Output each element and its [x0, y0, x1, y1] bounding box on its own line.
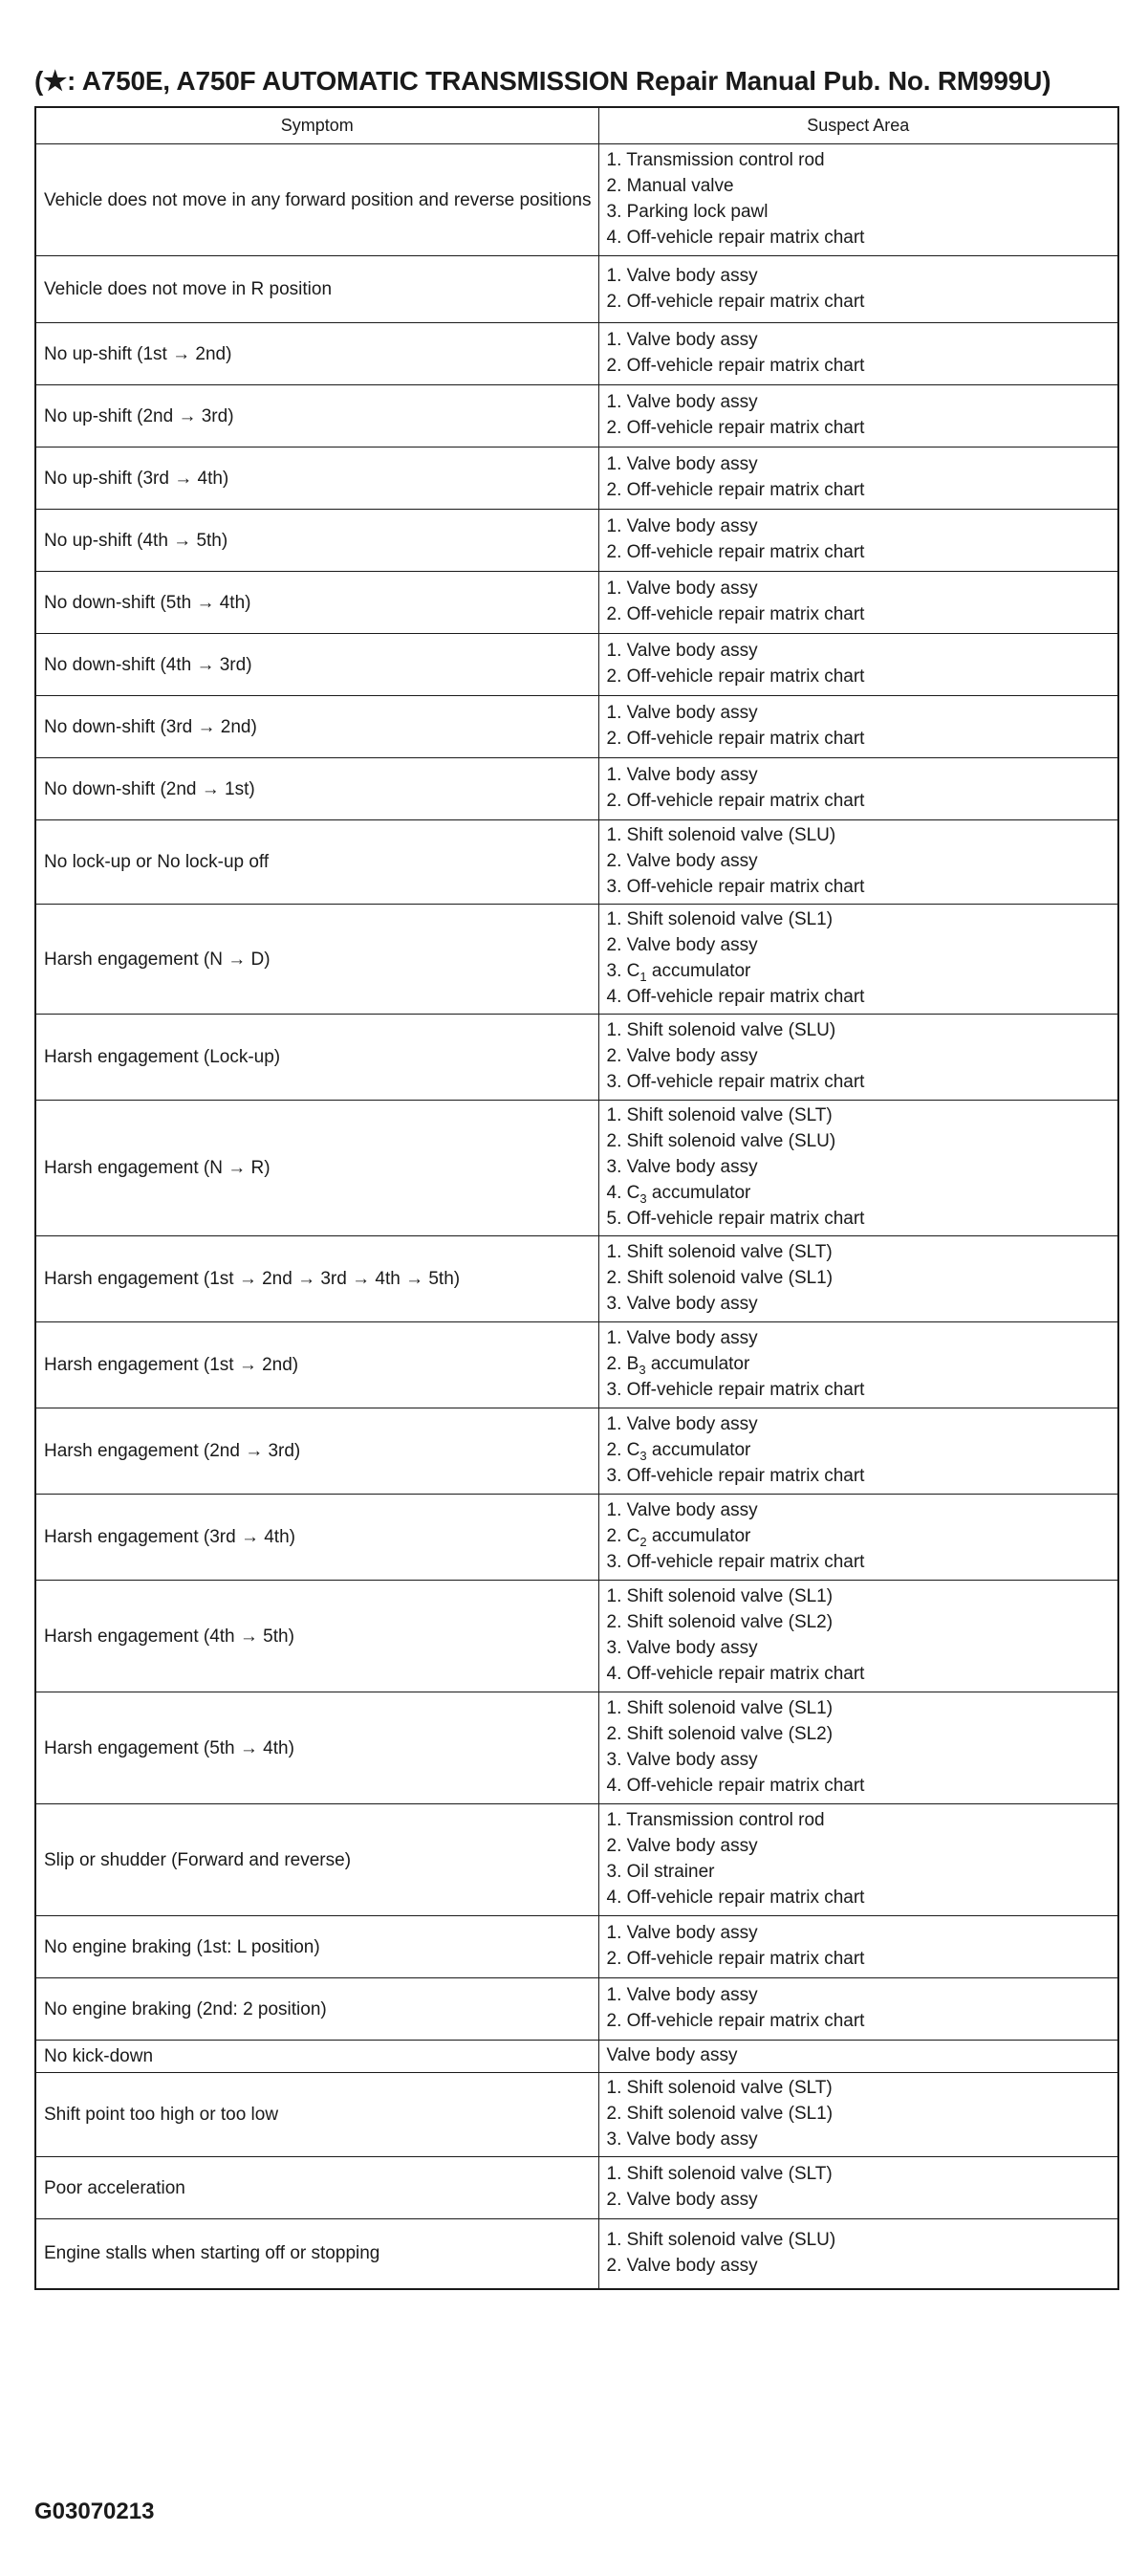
suspect-area-cell [598, 1916, 1118, 1978]
symptom-cell: Harsh engagement (3rd → 4th) [35, 1495, 598, 1581]
figure-code: G03070213 [34, 2499, 155, 2524]
suspect-area-item: 1. Valve body assy [606, 1923, 758, 1943]
suspect-area-item: 4. Off-vehicle repair matrix chart [606, 1664, 865, 1684]
suspect-area-item: 1. Transmission control rod [606, 150, 825, 170]
suspect-area-cell [598, 1101, 1118, 1236]
suspect-area-cell [598, 256, 1118, 323]
table-row [35, 2073, 1118, 2157]
suspect-area-item: 3. Off-vehicle repair matrix chart [606, 1552, 865, 1572]
suspect-area-cell [598, 572, 1118, 634]
suspect-area-cell [598, 1408, 1118, 1495]
suspect-area-item: 2. Valve body assy [606, 1836, 758, 1856]
table-body [35, 144, 1118, 2289]
suspect-area-item: 3. Off-vehicle repair matrix chart [606, 1380, 865, 1400]
suspect-area-item: 1. Valve body assy [606, 265, 758, 286]
table-row [35, 1322, 1118, 1408]
suspect-area-cell [598, 510, 1118, 572]
suspect-area-item: 1. Shift solenoid valve (SL1) [606, 1698, 834, 1718]
suspect-area-item: 2. Shift solenoid valve (SL2) [606, 1724, 834, 1744]
suspect-area-item: 1. Valve body assy [606, 765, 758, 785]
table-row [35, 1978, 1118, 2041]
suspect-area-item: 3. Valve body assy [606, 1294, 758, 1314]
suspect-area-item: 2. Shift solenoid valve (SL1) [606, 2104, 834, 2124]
suspect-area-item: 1. Valve body assy [606, 1500, 758, 1520]
suspect-area-item: 2. Off-vehicle repair matrix chart [606, 1949, 865, 1969]
suspect-area-item: 2. Valve body assy [606, 851, 758, 871]
suspect-area-cell [598, 144, 1118, 256]
suspect-area-cell [598, 1322, 1118, 1408]
symptom-cell: Harsh engagement (1st → 2nd) [35, 1322, 598, 1408]
symptom-cell: Shift point too high or too low [35, 2073, 598, 2157]
suspect-area-item: 4. Off-vehicle repair matrix chart [606, 228, 865, 248]
suspect-area-item: 2. Valve body assy [606, 2190, 758, 2210]
suspect-area-item: 2. Shift solenoid valve (SLU) [606, 1131, 836, 1151]
suspect-area-item: 2. Off-vehicle repair matrix chart [606, 356, 865, 376]
suspect-area-item: 2. Off-vehicle repair matrix chart [606, 542, 865, 562]
suspect-area-cell [598, 385, 1118, 448]
symptom-cell: No up-shift (3rd → 4th) [35, 448, 598, 510]
suspect-area-item: 3. Valve body assy [606, 2129, 758, 2150]
table-row [35, 385, 1118, 448]
suspect-area-item: 2. $C_2$ accumulator [606, 1526, 751, 1549]
suspect-area-item: 2. Off-vehicle repair matrix chart [606, 604, 865, 624]
suspect-area-item: 1. Valve body assy [606, 1414, 758, 1434]
suspect-area-item: 1. Shift solenoid valve (SLT) [606, 2164, 833, 2184]
symptom-cell: Harsh engagement (4th → 5th) [35, 1581, 598, 1692]
suspect-area-item: 2. Valve body assy [606, 2255, 758, 2276]
symptom-table [34, 106, 1119, 2290]
suspect-area-item: 4. Off-vehicle repair matrix chart [606, 1776, 865, 1796]
suspect-area-item: 2. Off-vehicle repair matrix chart [606, 729, 865, 749]
suspect-area-item: 1. Shift solenoid valve (SLT) [606, 1105, 833, 1125]
suspect-area-item: 1. Shift solenoid valve (SL1) [606, 1586, 834, 1606]
symptom-cell: Poor acceleration [35, 2157, 598, 2219]
table-row [35, 144, 1118, 256]
table-row [35, 820, 1118, 905]
suspect-area-item: 1. Valve body assy [606, 703, 758, 723]
table-row [35, 1804, 1118, 1916]
table-row [35, 1236, 1118, 1322]
suspect-area-item: 2. Manual valve [606, 176, 734, 196]
suspect-area-item: 2. Valve body assy [606, 935, 758, 955]
suspect-area-item: 2. Shift solenoid valve (SL1) [606, 1268, 834, 1288]
table-row [35, 2041, 1118, 2073]
symptom-cell: Harsh engagement (1st → 2nd → 3rd → 4th → 5th) [35, 1236, 598, 1322]
suspect-area-item: 1. Valve body assy [606, 641, 758, 661]
suspect-area-item: 2. Off-vehicle repair matrix chart [606, 2011, 865, 2031]
symptom-cell: Harsh engagement (N → D) [35, 905, 598, 1015]
suspect-area-item: 1. Valve body assy [606, 330, 758, 350]
suspect-area-item: 1. Valve body assy [606, 392, 758, 412]
suspect-area-cell [598, 2073, 1118, 2157]
suspect-area-cell [598, 758, 1118, 820]
symptom-cell: Harsh engagement (5th → 4th) [35, 1692, 598, 1804]
suspect-area-cell [598, 634, 1118, 696]
suspect-area-item: 1. Valve body assy [606, 1328, 758, 1348]
suspect-area-cell [598, 323, 1118, 385]
suspect-area-cell [598, 1236, 1118, 1322]
table-row [35, 448, 1118, 510]
suspect-area-item: 2. Valve body assy [606, 1046, 758, 1066]
symptom-cell: No down-shift (3rd → 2nd) [35, 696, 598, 758]
suspect-area-item: 1. Shift solenoid valve (SL1) [606, 909, 834, 929]
table-row [35, 1408, 1118, 1495]
suspect-area-item: 5. Off-vehicle repair matrix chart [606, 1209, 865, 1229]
suspect-area-item: 2. Off-vehicle repair matrix chart [606, 666, 865, 687]
suspect-area-cell [598, 448, 1118, 510]
suspect-area-item: 3. Parking lock pawl [606, 202, 769, 222]
table-row [35, 1101, 1118, 1236]
symptom-cell: No up-shift (1st → 2nd) [35, 323, 598, 385]
suspect-area-cell [598, 1581, 1118, 1692]
suspect-area-item: 1. Shift solenoid valve (SLU) [606, 825, 836, 845]
symptom-cell: No engine braking (2nd: 2 position) [35, 1978, 598, 2041]
table-row [35, 572, 1118, 634]
table-row [35, 1692, 1118, 1804]
suspect-area-item: 3. Oil strainer [606, 1862, 715, 1882]
symptom-cell: Slip or shudder (Forward and reverse) [35, 1804, 598, 1916]
symptom-cell: No down-shift (5th → 4th) [35, 572, 598, 634]
suspect-area-item: 3. Off-vehicle repair matrix chart [606, 1466, 865, 1486]
symptom-cell: Engine stalls when starting off or stopping [35, 2219, 598, 2289]
table-row [35, 2219, 1118, 2289]
symptom-cell: No down-shift (4th → 3rd) [35, 634, 598, 696]
suspect-area-item: 2. Off-vehicle repair matrix chart [606, 291, 865, 312]
symptom-cell: Vehicle does not move in R position [35, 256, 598, 323]
suspect-area-cell [598, 820, 1118, 905]
suspect-area-item: 2. $C_3$ accumulator [606, 1440, 751, 1463]
table-row [35, 696, 1118, 758]
suspect-area-item: 3. Off-vehicle repair matrix chart [606, 877, 865, 897]
suspect-area-item: Valve body assy [606, 2045, 738, 2065]
symptom-cell: No lock-up or No lock-up off [35, 820, 598, 905]
suspect-area-cell [598, 2041, 1118, 2073]
suspect-area-item: 2. Shift solenoid valve (SL2) [606, 1612, 834, 1632]
table-row [35, 2157, 1118, 2219]
suspect-area-item: 2. Off-vehicle repair matrix chart [606, 791, 865, 811]
symptom-cell: Harsh engagement (Lock-up) [35, 1015, 598, 1101]
suspect-area-item: 1. Transmission control rod [606, 1810, 825, 1830]
suspect-area-cell [598, 2219, 1118, 2289]
table-header-row [35, 107, 1118, 144]
suspect-area-item: 1. Shift solenoid valve (SLT) [606, 1242, 833, 1262]
table-row [35, 256, 1118, 323]
suspect-area-item: 2. Off-vehicle repair matrix chart [606, 480, 865, 500]
suspect-area-item: 2. $B_3$ accumulator [606, 1354, 750, 1377]
table-row [35, 634, 1118, 696]
symptom-cell: Vehicle does not move in any forward position and reverse positions [35, 144, 598, 256]
suspect-area-item: 4. $C_3$ accumulator [606, 1183, 751, 1206]
suspect-area-item: 1. Valve body assy [606, 579, 758, 599]
table-row [35, 1495, 1118, 1581]
suspect-area-item: 2. Off-vehicle repair matrix chart [606, 418, 865, 438]
table-row [35, 758, 1118, 820]
symptom-cell: No up-shift (4th → 5th) [35, 510, 598, 572]
suspect-area-item: 1. Shift solenoid valve (SLU) [606, 2229, 836, 2250]
suspect-area-item: 1. Shift solenoid valve (SLU) [606, 1020, 836, 1040]
symptom-cell: Harsh engagement (N → R) [35, 1101, 598, 1236]
suspect-area-item: 3. Valve body assy [606, 1750, 758, 1770]
suspect-area-item: 1. Valve body assy [606, 1985, 758, 2005]
suspect-area-item: 3. $C_1$ accumulator [606, 961, 751, 984]
page-title: (★: A750E, A750F AUTOMATIC TRANSMISSION Repair Manual Pub. No. RM999U) [34, 66, 1051, 96]
symptom-cell: No kick-down [35, 2041, 598, 2073]
suspect-area-cell [598, 1692, 1118, 1804]
column-header-suspect-area: Suspect Area [598, 107, 1118, 144]
suspect-area-item: 3. Off-vehicle repair matrix chart [606, 1072, 865, 1092]
table-row [35, 510, 1118, 572]
suspect-area-cell [598, 1495, 1118, 1581]
suspect-area-cell [598, 1804, 1118, 1916]
table-row [35, 1015, 1118, 1101]
table-row [35, 1916, 1118, 1978]
suspect-area-cell [598, 1015, 1118, 1101]
suspect-area-item: 1. Shift solenoid valve (SLT) [606, 2078, 833, 2098]
suspect-area-item: 4. Off-vehicle repair matrix chart [606, 1888, 865, 1908]
symptom-cell: No up-shift (2nd → 3rd) [35, 385, 598, 448]
suspect-area-item: 4. Off-vehicle repair matrix chart [606, 987, 865, 1007]
column-header-symptom: Symptom [35, 107, 598, 144]
suspect-area-item: 3. Valve body assy [606, 1157, 758, 1177]
suspect-area-cell [598, 905, 1118, 1015]
suspect-area-item: 1. Valve body assy [606, 516, 758, 536]
suspect-area-item: 1. Valve body assy [606, 454, 758, 474]
suspect-area-cell [598, 696, 1118, 758]
table-row [35, 905, 1118, 1015]
suspect-area-cell [598, 1978, 1118, 2041]
symptom-cell: No engine braking (1st: L position) [35, 1916, 598, 1978]
table-row [35, 1581, 1118, 1692]
symptom-cell: No down-shift (2nd → 1st) [35, 758, 598, 820]
suspect-area-item: 3. Valve body assy [606, 1638, 758, 1658]
suspect-area-cell [598, 2157, 1118, 2219]
table-row [35, 323, 1118, 385]
symptom-cell: Harsh engagement (2nd → 3rd) [35, 1408, 598, 1495]
